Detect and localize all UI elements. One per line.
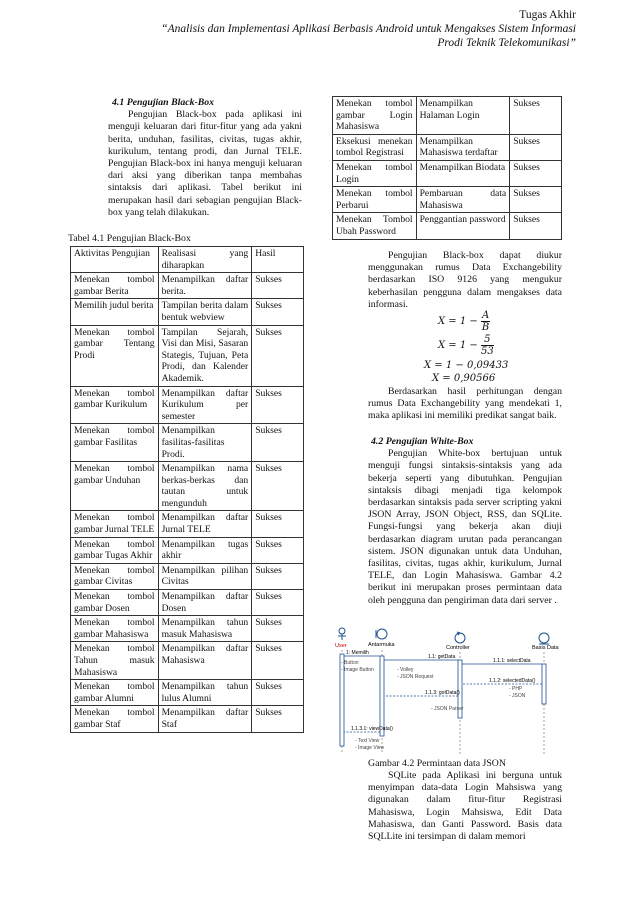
activity-cell: Menekan tombol gambar Berita [71, 273, 159, 299]
activity-cell: Eksekusi menekan tombol Registrasi [333, 134, 417, 160]
activity-cell: Menekan tombol gambar Kurikulum [71, 386, 159, 424]
result-cell: Sukses [252, 680, 304, 706]
table-row [71, 424, 304, 462]
header-title-line2: Prodi Teknik Telekomunikasi” [437, 37, 576, 49]
header-cell: Realisasi yang diharapkan [158, 247, 252, 273]
result-cell: Sukses [252, 537, 304, 563]
table-row [71, 642, 304, 680]
table-row [71, 462, 304, 511]
result-cell: Sukses [252, 424, 304, 462]
antarmuka-lifeline-icon [376, 629, 387, 639]
expected-cell: Menampilkan daftar Jurnal TELE [158, 511, 252, 537]
expected-cell: Menampilkan Halaman Login [416, 97, 510, 135]
activity-cell: Menekan tombol gambar Dosen [71, 590, 159, 616]
expected-cell: Menampilkan tahun lulus Alumni [158, 680, 252, 706]
table-row [71, 511, 304, 537]
activity-cell: Menekan tombol gambar Login Mahasiswa [333, 97, 417, 135]
table-row [71, 537, 304, 563]
header-doc-type: Tugas Akhir [519, 9, 576, 21]
table-row [71, 273, 304, 299]
analysis-paragraph-1 [368, 250, 562, 311]
figure-caption: Gambar 4.2 Permintaan data JSON [368, 758, 506, 769]
expected-cell: Menampilkan daftar Staf [158, 706, 252, 732]
expected-cell: Menampilkan pilihan Civitas [158, 563, 252, 589]
activity-cell: Menekan tombol gambar Tentang Prodi [71, 325, 159, 386]
result-cell: Sukses [510, 187, 562, 213]
formula-1-den: B [481, 322, 490, 333]
table-row [71, 563, 304, 589]
expected-cell: Menampilkan tugas akhir [158, 537, 252, 563]
msg-selecteddata: 1.1.2: selectedData() [489, 678, 536, 684]
formula-2-num: 5 [481, 334, 494, 346]
table-row [71, 616, 304, 642]
header-title-line1: “Analisis dan Implementasi Aplikasi Berbasis Android untuk Mengakses Sistem Informasi [161, 23, 576, 35]
result-cell: Sukses [252, 462, 304, 511]
actor-user-label: User [335, 643, 347, 649]
result-cell: Sukses [252, 273, 304, 299]
note-image-button: - Image Button [341, 667, 374, 673]
sqlite-paragraph [368, 770, 562, 843]
expected-cell: Menampilkan daftar Dosen [158, 590, 252, 616]
analysis-text: Pengujian Black-box dapat diukur menggunakan rumus Data Exchangebility berdasarkan ISO 9126 yang mengukur keberhasilan pengguna dalam mengakses data informasi. [368, 250, 562, 310]
note-json-parser: - JSON Parser [431, 706, 464, 712]
result-cell: Sukses [252, 511, 304, 537]
blackbox-table-part1 [70, 246, 304, 733]
result-cell: Sukses [252, 706, 304, 732]
section-4-1-heading: 4.1 Pengujian Black-Box [112, 97, 215, 108]
formula-2 [438, 334, 494, 357]
table-row [333, 187, 562, 213]
analysis-conclusion: Berdasarkan hasil perhitungan dengan rumus Data Exchangebility yang mendekati 1, maka aplikasi ini memiliki predikat sangat baik. [368, 386, 562, 422]
section-4-1-paragraph: Pengujian Black-box pada aplikasi ini menguji keluaran dari fitur-fitur yang ada yakni berita, unduhan, fasilitas, civitas, tugas akhir, kurikulum, tentang prodi, dan Jurnal TELE. Pengujian Black-box ini hanya menguji keluaran dari aksi yang diberikan tanpa membahas sintaksis dari aplikasi. Tabel berikut ini merupakan hasil dari sebagian pengujian Black-box yang telah dilakukan. [108, 109, 302, 218]
msg-viewdata: 1.1.3.1: viewData() [351, 726, 393, 732]
table-row [333, 160, 562, 186]
expected-cell: Menampilkan daftar berita. [158, 273, 252, 299]
table-row [71, 325, 304, 386]
page-header [161, 8, 576, 50]
table-row [333, 97, 562, 135]
formula-1 [438, 310, 490, 333]
actor-controller-label: Controller [446, 645, 470, 651]
formula-2-den: 53 [480, 346, 494, 357]
formula-1-lhs: X = 1 − [438, 316, 478, 327]
activity-cell: Menekan tombol gambar Fasilitas [71, 424, 159, 462]
section-4-2-paragraph: Pengujian White-box bertujuan untuk menguji fungsi sintaksis-sintaksis yang ada bekerja seperti yang dibutuhkan. Pengujian sintaksis dibagi menjadi tiga kelompok berdasarkan sintaksis pada server scripting yakni JSON Array, JSON Object, RSS, dan SQLite. Fungsi-fungsi yang bekerja akan diuji berdasarkan diagram urutan pada perancangan sistem. JSON digunakan untuk data Unduhan, fasilitas, civitas, tugas akhir, kurikulum, Jurnal TELE, dan Login Mahasiswa. Gambar 4.2 berikut ini merupakan proses permintaan data oleh pengguna dan pengiriman data dari server . [368, 448, 562, 606]
blackbox-table-part2 [332, 96, 562, 240]
activity-cell: Menekan tombol gambar Unduhan [71, 462, 159, 511]
note-button: - Button [341, 660, 359, 666]
activity-cell: Menekan tombol gambar Jurnal TELE [71, 511, 159, 537]
expected-cell: Pembaruan data Mahasiswa [416, 187, 510, 213]
sequence-diagram [333, 626, 565, 756]
activity-cell: Menekan Tombol Ubah Password [333, 213, 417, 239]
formula-2-lhs: X = 1 − [438, 340, 478, 351]
activity-cell: Menekan tombol Login [333, 160, 417, 186]
formula-4: X = 0,90566 [432, 373, 496, 384]
table-row [71, 386, 304, 424]
table-header-row [71, 247, 304, 273]
result-cell: Sukses [510, 213, 562, 239]
result-cell: Sukses [252, 299, 304, 325]
msg-memilih: 1: Memilih [346, 650, 369, 656]
formula-1-num: A [481, 310, 490, 321]
msg-selectdata: 1.1.1: selectData [493, 658, 531, 664]
result-cell: Sukses [252, 590, 304, 616]
database-lifeline-icon [539, 633, 549, 644]
result-cell: Sukses [510, 97, 562, 135]
result-cell: Sukses [252, 563, 304, 589]
expected-cell: Menampilkan daftar Kurikulum per semester [158, 386, 252, 424]
activity-cell: Menekan tombol gambar Civitas [71, 563, 159, 589]
activity-cell: Menekan tombol gambar Alumni [71, 680, 159, 706]
result-cell: Sukses [252, 642, 304, 680]
note-json-request: - JSON Request [397, 674, 434, 680]
header-cell: Hasil [252, 247, 304, 273]
expected-cell: Tampilan Sejarah, Visi dan Misi, Sasaran Stategis, Tujuan, Peta Prodi, dan Kalender Akademik. [158, 325, 252, 386]
note-text-view: - Text View [355, 738, 380, 744]
table-row [333, 134, 562, 160]
header-cell: Aktivitas Pengujian [71, 247, 159, 273]
result-cell: Sukses [510, 160, 562, 186]
expected-cell: Menampilkan fasilitas-fasilitas Prodi. [158, 424, 252, 462]
user-actor-icon [338, 628, 346, 640]
expected-cell: Menampilkan daftar Mahasiswa [158, 642, 252, 680]
expected-cell: Menampilkan tahun masuk Mahasiswa [158, 616, 252, 642]
result-cell: Sukses [252, 386, 304, 424]
result-cell: Sukses [252, 616, 304, 642]
actor-antarmuka-label: Antarmuka [368, 642, 395, 648]
table-caption: Tabel 4.1 Pengujian Black-Box [68, 233, 191, 244]
activity-cell: Menekan tombol Perbarui [333, 187, 417, 213]
section-4-2 [368, 436, 562, 607]
expected-cell: Menampilkan Mahasiswa terdaftar [416, 134, 510, 160]
controller-lifeline-icon [455, 632, 465, 643]
note-json: - JSON [509, 693, 526, 699]
activity-cell: Menekan tombol gambar Staf [71, 706, 159, 732]
msg-gotdata: 1.1.3: gotData() [425, 690, 460, 696]
table-row [71, 590, 304, 616]
activity-cell: Menekan tombol gambar Tugas Akhir [71, 537, 159, 563]
msg-getdata: 1.1: getData [428, 654, 456, 660]
result-cell: Sukses [510, 134, 562, 160]
expected-cell: Tampilan berita dalam bentuk webview [158, 299, 252, 325]
actor-basis-data-label: Basis Data [532, 645, 559, 651]
sqlite-text: SQLite pada Aplikasi ini berguna untuk menyimpan data-data Login Mahsiswa yang digunakan dalam fitur-fitur Registrasi Mahasiswa, Login Mahsiswa, Edit Data Mahasiswa, dan Ganti Password. Basis data SQLLite ini tersimpan di dalam memori [368, 770, 562, 843]
table-row [71, 299, 304, 325]
section-4-2-heading: 4.2 Pengujian White-Box [371, 436, 474, 447]
activity-cell: Memilih judul berita [71, 299, 159, 325]
note-volley: - Volley [397, 667, 414, 673]
expected-cell: Menampilkan Biodata [416, 160, 510, 186]
activity-cell: Menekan tombol gambar Mahasiswa [71, 616, 159, 642]
expected-cell: Menampilkan nama berkas-berkas dan tautan untuk mengunduh [158, 462, 252, 511]
table-row [71, 706, 304, 732]
table-row [333, 213, 562, 239]
table-row [71, 680, 304, 706]
note-php: - PHP [509, 686, 523, 692]
expected-cell: Penggantian password [416, 213, 510, 239]
formula-3: X = 1 − 0,09433 [424, 360, 509, 371]
note-image-view: - Image View [355, 745, 385, 751]
activity-cell: Menekan tombol Tahun masuk Mahasiswa [71, 642, 159, 680]
section-4-1 [108, 97, 302, 219]
result-cell: Sukses [252, 325, 304, 386]
analysis-paragraph-2 [368, 386, 562, 423]
